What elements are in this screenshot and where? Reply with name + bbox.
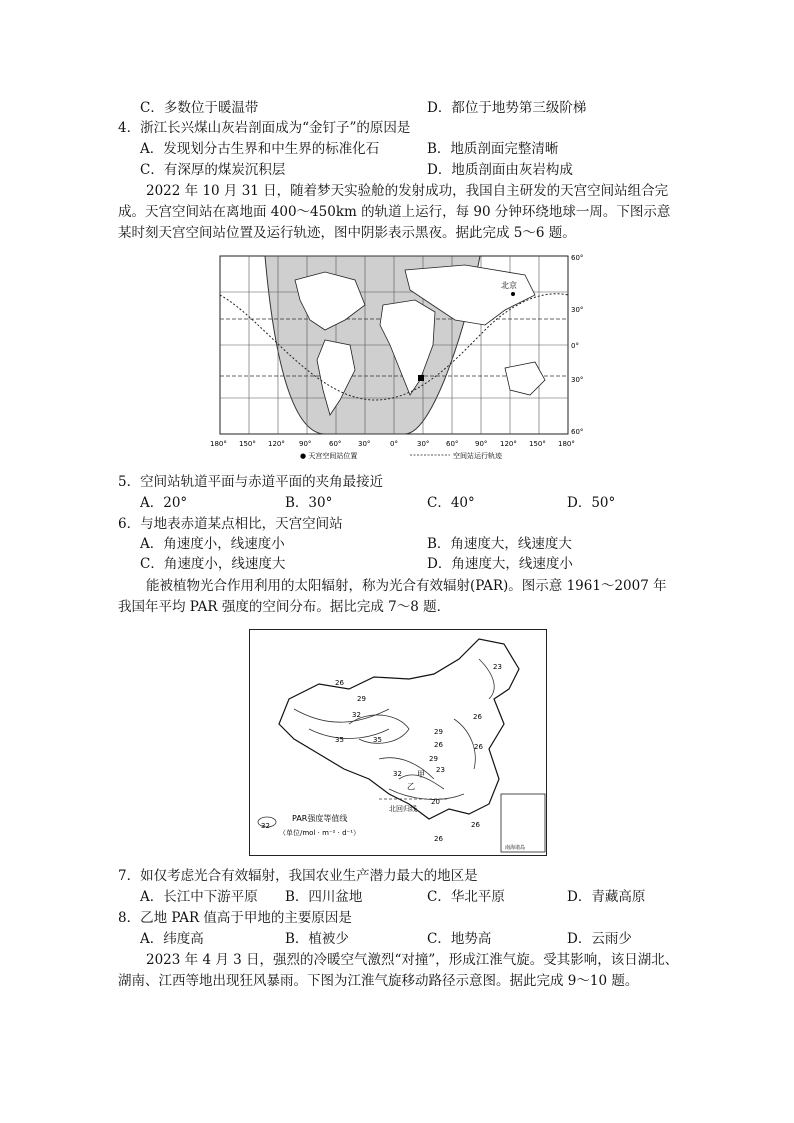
q4-option-d: D．地质剖面由灰岩构成 xyxy=(427,162,573,178)
svg-text:60°: 60° xyxy=(571,428,584,436)
q8-option-d: D．云雨少 xyxy=(567,931,632,947)
q4-option-a: A．发现划分古生界和中生界的标准化石 xyxy=(140,141,380,157)
lon-labels xyxy=(210,440,575,448)
intro-7-8-line-2: 我国年平均 PAR 强度的空间分布。据比完成 7～8 题． xyxy=(118,599,451,615)
q4-stem: 4．浙江长兴煤山灰岩剖面成为“金钉子”的原因是 xyxy=(118,120,411,136)
intro-9-10-line-2: 湖南、江西等地出现狂风暴雨。下图为江淮气旋移动路径示意图。据此完成 9～10 题。 xyxy=(118,973,639,989)
beijing-marker xyxy=(511,292,515,296)
svg-text:60°: 60° xyxy=(329,440,342,448)
jia-label: 甲 xyxy=(417,770,425,779)
svg-text:90°: 90° xyxy=(475,440,488,448)
q7-option-a: A．长江中下游平原 xyxy=(140,889,258,905)
svg-text:180°: 180° xyxy=(210,440,227,448)
svg-text:0°: 0° xyxy=(571,342,579,350)
q5-option-b: B．30° xyxy=(285,495,333,511)
svg-text:60°: 60° xyxy=(446,440,459,448)
q3-option-c: C．多数位于暖温带 xyxy=(140,100,259,116)
q8-option-b: B．植被少 xyxy=(285,931,349,947)
svg-text:90°: 90° xyxy=(299,440,312,448)
inset-label: 南海诸岛 xyxy=(505,845,526,851)
svg-text:30°: 30° xyxy=(417,440,430,448)
svg-text:29: 29 xyxy=(357,695,366,703)
svg-text:35: 35 xyxy=(335,736,344,744)
yi-label: 乙 xyxy=(407,782,415,791)
china-par-map xyxy=(249,629,547,856)
svg-text:60°: 60° xyxy=(571,254,584,262)
q6-option-c: C．角速度小，线速度大 xyxy=(140,556,286,572)
svg-text:30°: 30° xyxy=(571,306,584,314)
svg-text:35: 35 xyxy=(373,736,382,744)
svg-text:29: 29 xyxy=(429,755,438,763)
svg-text:0°: 0° xyxy=(390,440,398,448)
svg-text:26: 26 xyxy=(474,743,483,751)
svg-text:29: 29 xyxy=(434,728,443,736)
q8-option-c: C．地势高 xyxy=(427,931,492,947)
svg-text:30°: 30° xyxy=(571,376,584,384)
svg-text:23: 23 xyxy=(436,766,445,774)
svg-text:120°: 120° xyxy=(500,440,517,448)
intro-9-10-line-1: 2023 年 4 月 3 日，强烈的冷暖空气激烈“对撞”，形成江淮气旋。受其影响，该日湖北、 xyxy=(146,952,679,968)
q5-stem: 5．空间站轨道平面与赤道平面的夹角最接近 xyxy=(118,474,384,490)
q6-option-a: A．角速度小，线速度小 xyxy=(140,536,285,552)
q5-option-c: C．40° xyxy=(427,495,475,511)
svg-text:32: 32 xyxy=(261,822,270,830)
svg-text:32: 32 xyxy=(393,770,402,778)
q5-option-d: D．50° xyxy=(567,495,616,511)
q5-option-a: A．20° xyxy=(140,495,188,511)
tropic-label: 北回归线 xyxy=(389,805,417,813)
legend-orbit: 空间站运行轨迹 xyxy=(453,452,502,460)
q6-stem: 6．与地表赤道某点相比，天宫空间站 xyxy=(118,516,343,532)
legend-unit: （单位/mol · m⁻² · d⁻¹） xyxy=(279,829,361,837)
intro-5-6-line-1: 2022 年 10 月 31 日，随着梦天实验舱的发射成功，我国自主研发的天宫空间站组合完 xyxy=(146,183,669,199)
svg-text:150°: 150° xyxy=(529,440,546,448)
svg-text:26: 26 xyxy=(335,679,344,687)
q6-option-b: B．角速度大，线速度大 xyxy=(427,536,572,552)
q7-option-b: B．四川盆地 xyxy=(285,889,363,905)
svg-text:26: 26 xyxy=(434,741,443,749)
svg-text:23: 23 xyxy=(493,663,502,671)
q7-option-c: C．华北平原 xyxy=(427,889,505,905)
svg-text:120°: 120° xyxy=(268,440,285,448)
svg-text:26: 26 xyxy=(471,821,480,829)
svg-text:30°: 30° xyxy=(358,440,371,448)
south-china-sea-inset xyxy=(501,794,545,852)
svg-text:26: 26 xyxy=(473,713,482,721)
svg-text:32: 32 xyxy=(352,711,361,719)
q4-option-b: B．地质剖面完整清晰 xyxy=(427,141,559,157)
q7-option-d: D．青藏高原 xyxy=(567,889,646,905)
intro-5-6-line-2: 成。天宫空间站在离地面 400～450km 的轨道上运行，每 90 分钟环绕地球一周。下图示意 xyxy=(118,204,671,220)
q7-stem: 7．如仅考虑光合有效辐射，我国农业生产潜力最大的地区是 xyxy=(118,868,478,884)
legend-station: ● 天宫空间站位置 xyxy=(300,452,358,460)
svg-text:20: 20 xyxy=(431,798,440,806)
svg-text:150°: 150° xyxy=(239,440,256,448)
intro-7-8-line-1: 能被植物光合作用利用的太阳辐射，称为光合有效辐射(PAR)。图示意 1961～2007 年 xyxy=(146,578,667,594)
intro-5-6-line-3: 某时刻天宫空间站位置及运行轨迹，图中阴影表示黑夜。据此完成 5～6 题。 xyxy=(118,225,576,241)
q6-option-d: D．角速度大，线速度小 xyxy=(427,556,573,572)
q8-option-a: A．纬度高 xyxy=(140,931,204,947)
q3-option-d: D．都位于地势第三级阶梯 xyxy=(427,100,587,116)
beijing-label: 北京 xyxy=(501,281,517,290)
lat-labels xyxy=(571,254,583,436)
space-station-world-map xyxy=(205,250,590,462)
svg-text:26: 26 xyxy=(434,835,443,843)
svg-text:180°: 180° xyxy=(558,440,575,448)
q4-option-c: C．有深厚的煤炭沉积层 xyxy=(140,162,286,178)
q8-stem: 8．乙地 PAR 值高于甲地的主要原因是 xyxy=(118,910,352,926)
legend-title: PAR强度等值线 xyxy=(292,814,348,823)
space-station-marker xyxy=(418,375,424,381)
